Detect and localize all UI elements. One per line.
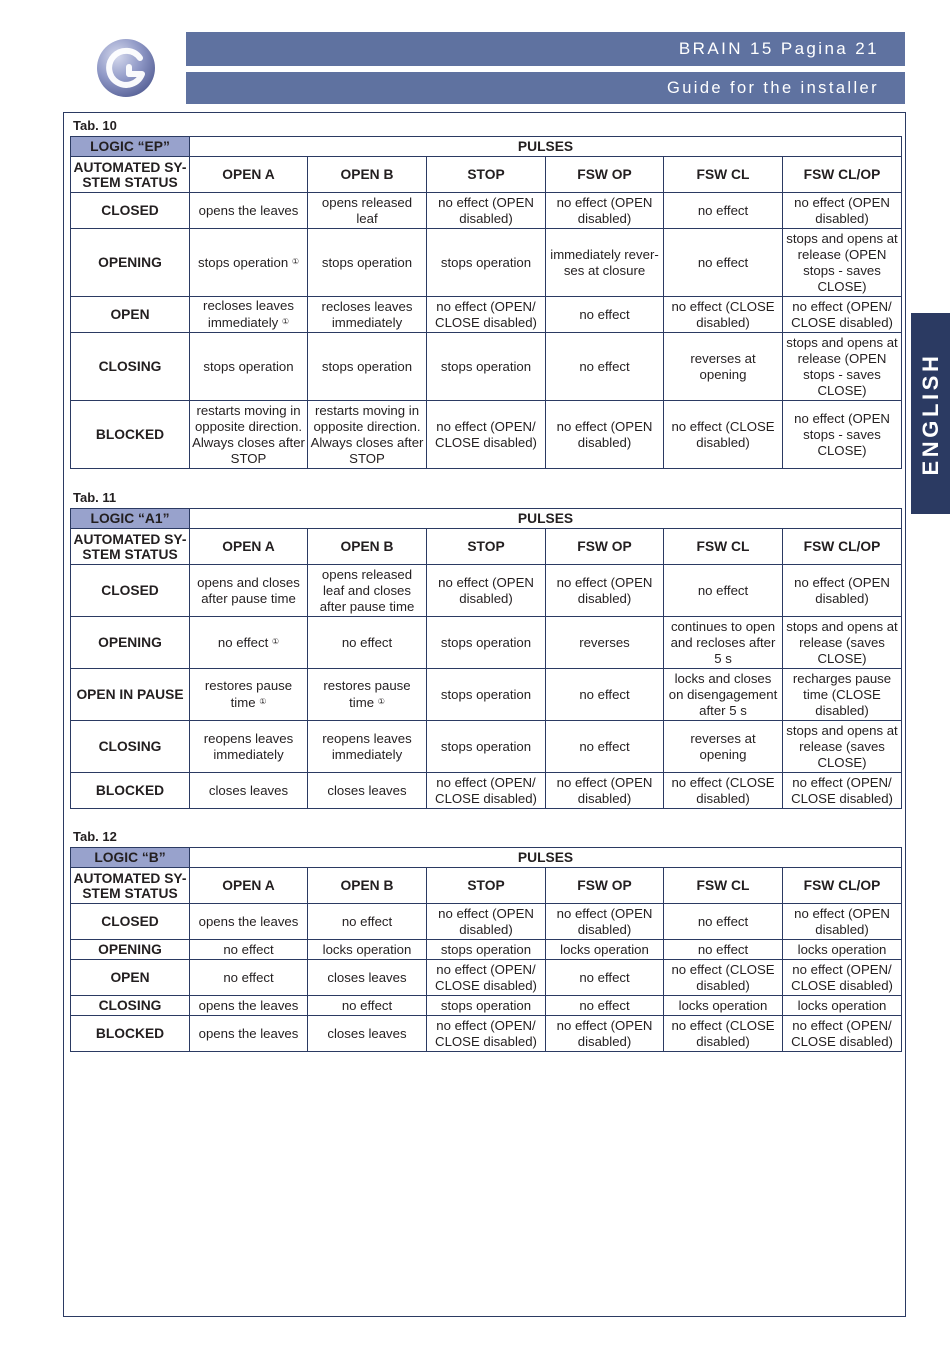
- table-cell: no effect: [664, 940, 783, 960]
- column-header: STOP: [427, 157, 546, 193]
- logic-table-b: [70, 847, 902, 1052]
- table-cell: no effect (CLOSE disabled): [664, 401, 783, 469]
- status-cell: CLOSING: [71, 721, 190, 773]
- table-cell: no effect (CLOSE disabled): [664, 960, 783, 996]
- table-cell: no effect (OPEN disabled): [546, 773, 664, 809]
- logic-header: LOGIC “EP”: [71, 137, 190, 157]
- column-header: OPEN B: [308, 157, 427, 193]
- table-label: Tab. 12: [73, 829, 117, 844]
- footnote-mark: ①: [291, 257, 300, 266]
- table-cell: locks operation: [308, 940, 427, 960]
- table-cell: no effect (OPEN/ CLOSE disabled): [783, 960, 902, 996]
- table-cell: reopens leaves immediately: [308, 721, 427, 773]
- table-cell: no effect (OPEN disabled): [427, 193, 546, 229]
- table-cell: stops and opens at release (saves CLOSE): [783, 721, 902, 773]
- table-cell: [308, 669, 427, 721]
- table-cell: no effect (OPEN/ CLOSE disabled): [427, 401, 546, 469]
- table-label: Tab. 10: [73, 118, 117, 133]
- cell-text: recloses leaves immediately: [203, 298, 294, 330]
- column-header: STOP: [427, 529, 546, 565]
- column-header: FSW CL: [664, 157, 783, 193]
- table-cell: no effect (OPEN/ CLOSE disabled): [427, 297, 546, 333]
- column-header: OPEN A: [190, 157, 308, 193]
- column-header: OPEN B: [308, 529, 427, 565]
- table-cell: stops operation: [427, 721, 546, 773]
- column-header: FSW OP: [546, 868, 664, 904]
- table-row: [71, 401, 902, 469]
- table-cell: no effect (OPEN/ CLOSE disabled): [427, 1016, 546, 1052]
- table-cell: no effect: [308, 904, 427, 940]
- table-row: [71, 721, 902, 773]
- table-cell: stops operation: [190, 333, 308, 401]
- table-cell: no effect: [546, 960, 664, 996]
- table-row: [71, 996, 902, 1016]
- pulses-header: PULSES: [190, 137, 902, 157]
- table-cell: no effect: [190, 960, 308, 996]
- status-cell: BLOCKED: [71, 773, 190, 809]
- page-title: BRAIN 15 Pagina 21: [186, 32, 905, 66]
- table-cell: stops operation: [308, 333, 427, 401]
- column-header: FSW OP: [546, 157, 664, 193]
- table-cell: recharges pause time (CLOSE disabled): [783, 669, 902, 721]
- table-cell: locks operation: [783, 996, 902, 1016]
- status-header: AUTOMATED SY-STEM STATUS: [71, 868, 190, 904]
- footnote-mark: ①: [259, 697, 267, 706]
- footnote-mark: ①: [377, 697, 385, 706]
- footnote-mark: ①: [281, 317, 290, 326]
- table-cell: continues to open and recloses after 5 s: [664, 617, 783, 669]
- status-cell: CLOSED: [71, 193, 190, 229]
- status-header: AUTOMATED SY-STEM STATUS: [71, 529, 190, 565]
- table-cell: immediately rever-ses at closure: [546, 229, 664, 297]
- status-cell: CLOSED: [71, 904, 190, 940]
- column-header: FSW CL/OP: [783, 529, 902, 565]
- table-cell: reverses: [546, 617, 664, 669]
- table-cell: [190, 229, 308, 297]
- column-header: FSW CL: [664, 529, 783, 565]
- cell-text: restores pause time: [204, 678, 293, 710]
- logic-header: LOGIC “B”: [71, 848, 190, 868]
- table-cell: opens the leaves: [190, 1016, 308, 1052]
- pulses-header: PULSES: [190, 848, 902, 868]
- table-cell: locks operation: [546, 940, 664, 960]
- table-cell: no effect (OPEN disabled): [546, 401, 664, 469]
- table-cell: reverses at opening: [664, 333, 783, 401]
- table-cell: no effect (OPEN/ CLOSE disabled): [783, 1016, 902, 1052]
- column-header: STOP: [427, 868, 546, 904]
- table-cell: no effect: [546, 333, 664, 401]
- status-cell: CLOSING: [71, 333, 190, 401]
- language-side-tab: [911, 313, 950, 514]
- table-cell: no effect: [190, 940, 308, 960]
- table-row: [71, 565, 902, 617]
- table-cell: no effect (OPEN disabled): [546, 565, 664, 617]
- table-cell: stops and opens at release (OPEN stops - saves CLOSE): [783, 333, 902, 401]
- table-cell: stops operation: [427, 996, 546, 1016]
- table-row: [71, 297, 902, 333]
- column-header: OPEN A: [190, 529, 308, 565]
- table-cell: no effect (OPEN disabled): [783, 193, 902, 229]
- table-cell: locks and closes on disengagement after 5 s: [664, 669, 783, 721]
- table-cell: no effect: [664, 229, 783, 297]
- pulses-header: PULSES: [190, 509, 902, 529]
- table-cell: closes leaves: [190, 773, 308, 809]
- page-subtitle: Guide for the installer: [186, 72, 905, 104]
- cell-text: stops operation: [197, 255, 289, 270]
- table-row: [71, 617, 902, 669]
- table-cell: [190, 669, 308, 721]
- table-cell: stops operation: [427, 617, 546, 669]
- table-cell: no effect: [546, 669, 664, 721]
- table-cell: [190, 617, 308, 669]
- column-header: FSW CL: [664, 868, 783, 904]
- table-cell: opens the leaves: [190, 904, 308, 940]
- table-cell: stops operation: [427, 940, 546, 960]
- table-row: [71, 229, 902, 297]
- table-cell: no effect: [546, 996, 664, 1016]
- table-cell: stops and opens at release (OPEN stops - saves CLOSE): [783, 229, 902, 297]
- status-cell: OPEN: [71, 960, 190, 996]
- table-cell: opens released leaf and closes after pause time: [308, 565, 427, 617]
- table-cell: stops operation: [427, 229, 546, 297]
- table-cell: no effect: [546, 721, 664, 773]
- table-row: [71, 669, 902, 721]
- table-cell: no effect (OPEN disabled): [546, 193, 664, 229]
- table-cell: no effect (OPEN/ CLOSE disabled): [783, 773, 902, 809]
- table-cell: recloses leaves immediately: [308, 297, 427, 333]
- table-cell: [190, 297, 308, 333]
- status-cell: CLOSING: [71, 996, 190, 1016]
- table-cell: stops and opens at release (saves CLOSE): [783, 617, 902, 669]
- table-row: [71, 193, 902, 229]
- table-cell: stops operation: [427, 333, 546, 401]
- column-header: FSW OP: [546, 529, 664, 565]
- table-cell: no effect (CLOSE disabled): [664, 773, 783, 809]
- table-cell: stops operation: [427, 669, 546, 721]
- table-cell: no effect (OPEN disabled): [427, 565, 546, 617]
- status-cell: OPENING: [71, 940, 190, 960]
- table-cell: restarts moving in opposite direction. Always closes after STOP: [190, 401, 308, 469]
- table-cell: locks operation: [664, 996, 783, 1016]
- footnote-mark: ①: [271, 637, 280, 646]
- table-cell: no effect (OPEN disabled): [427, 904, 546, 940]
- column-header: FSW CL/OP: [783, 157, 902, 193]
- table-label: Tab. 11: [73, 490, 117, 505]
- column-header: OPEN B: [308, 868, 427, 904]
- status-header: AUTOMATED SY-STEM STATUS: [71, 157, 190, 193]
- table-cell: stops operation: [308, 229, 427, 297]
- table-row: [71, 940, 902, 960]
- table-cell: restarts moving in opposite direction. Always closes after STOP: [308, 401, 427, 469]
- status-cell: CLOSED: [71, 565, 190, 617]
- table-cell: opens the leaves: [190, 193, 308, 229]
- cell-text: no effect: [217, 635, 269, 650]
- table-cell: closes leaves: [308, 773, 427, 809]
- table-cell: no effect (OPEN stops - saves CLOSE): [783, 401, 902, 469]
- table-row: [71, 773, 902, 809]
- status-cell: OPENING: [71, 229, 190, 297]
- status-cell: BLOCKED: [71, 1016, 190, 1052]
- table-cell: reverses at opening: [664, 721, 783, 773]
- table-row: [71, 1016, 902, 1052]
- table-row: [71, 960, 902, 996]
- brand-logo: [96, 38, 156, 98]
- table-cell: no effect: [664, 565, 783, 617]
- status-cell: OPEN: [71, 297, 190, 333]
- logic-table-ep: [70, 136, 902, 469]
- table-cell: closes leaves: [308, 1016, 427, 1052]
- table-cell: no effect (OPEN disabled): [783, 565, 902, 617]
- table-cell: no effect (CLOSE disabled): [664, 1016, 783, 1052]
- table-cell: no effect (OPEN disabled): [783, 904, 902, 940]
- table-cell: no effect (OPEN/ CLOSE disabled): [783, 297, 902, 333]
- table-cell: no effect (OPEN/ CLOSE disabled): [427, 960, 546, 996]
- table-cell: no effect: [308, 617, 427, 669]
- cell-text: restores pause time: [323, 678, 411, 710]
- status-cell: OPEN IN PAUSE: [71, 669, 190, 721]
- table-cell: no effect: [546, 297, 664, 333]
- table-cell: no effect (OPEN disabled): [546, 904, 664, 940]
- column-header: OPEN A: [190, 868, 308, 904]
- table-cell: no effect (OPEN disabled): [546, 1016, 664, 1052]
- logic-table-a1: [70, 508, 902, 809]
- language-label: ENGLISH: [917, 352, 943, 475]
- table-cell: no effect: [664, 193, 783, 229]
- logic-header: LOGIC “A1”: [71, 509, 190, 529]
- column-header: FSW CL/OP: [783, 868, 902, 904]
- table-row: [71, 333, 902, 401]
- status-cell: BLOCKED: [71, 401, 190, 469]
- table-cell: locks operation: [783, 940, 902, 960]
- table-cell: no effect: [664, 904, 783, 940]
- table-cell: no effect: [308, 996, 427, 1016]
- table-row: [71, 904, 902, 940]
- table-cell: no effect (OPEN/ CLOSE disabled): [427, 773, 546, 809]
- table-cell: no effect (CLOSE disabled): [664, 297, 783, 333]
- table-cell: closes leaves: [308, 960, 427, 996]
- table-cell: reopens leaves immediately: [190, 721, 308, 773]
- table-cell: opens released leaf: [308, 193, 427, 229]
- table-cell: opens the leaves: [190, 996, 308, 1016]
- table-cell: opens and closes after pause time: [190, 565, 308, 617]
- status-cell: OPENING: [71, 617, 190, 669]
